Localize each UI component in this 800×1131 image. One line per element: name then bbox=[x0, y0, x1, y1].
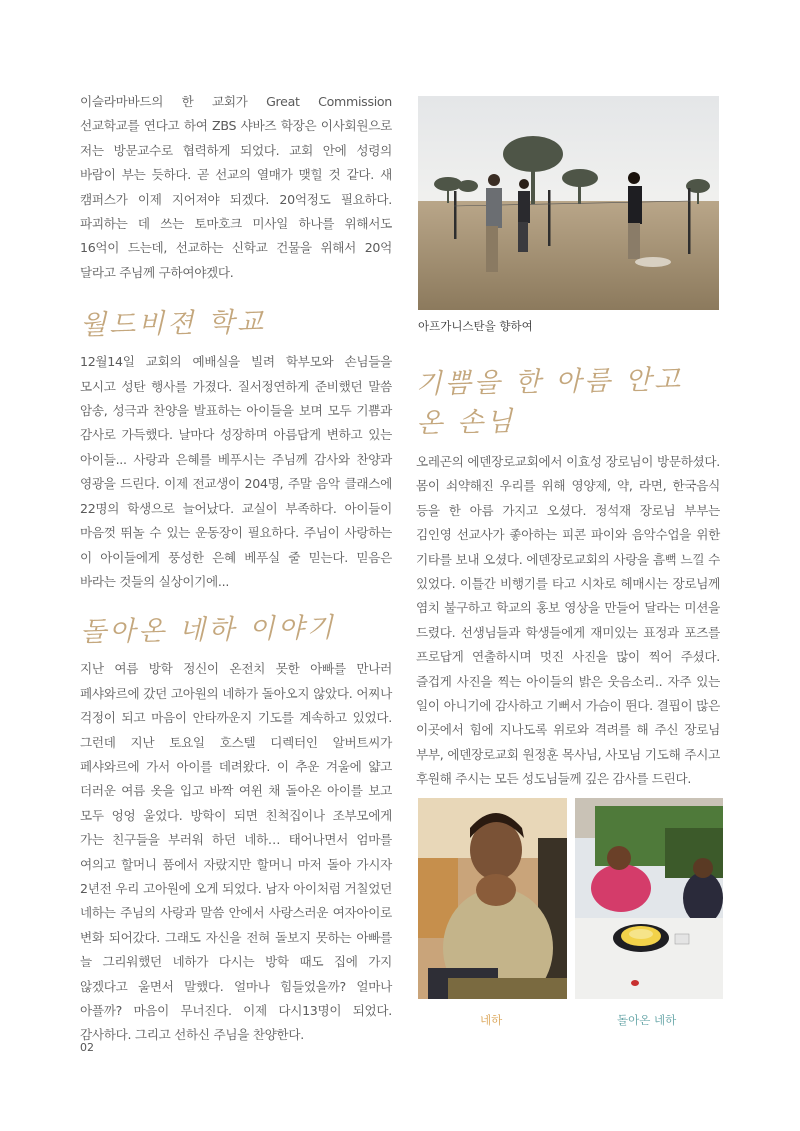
heading-guest-with-joy: 기쁨을 한 아름 안고 온 손님 bbox=[415, 364, 684, 439]
photo-caption-afghanistan: 아프가니스탄을 향하여 bbox=[418, 319, 533, 333]
paragraph-eden-church-visit: 오레곤의 에덴장로교회에서 이효성 장로님이 방문하셨다. 몸이 쇠약해진 우리를 위해 영양제, 약, 라면, 한국음식 등을 한 아름 가지고 오셨다. 정석재 장로님 부부는 김인영 선교사가 좋아하는 피콘 파이와 음악수업을 위한 기타를 보내 오셨다. 에덴장로교회의 사랑을 흠뻑 느낄 수 있었다. 이틀간 비행기를 타고 시차로 헤매시는 장로님께 염치 불구하고 학교의 홍보 영상을 만들어 달라는 미션을 드렸다. 선생님들과 학생들에게 재미있는 표정과 포즈를 프로답게 연출하시며 멋진 사진을 많이 찍어 주셨다. 즐겁게 사진을 찍는 아이들의 밝은 웃음소리.. 자주 있는 일이 아니기에 감사하고 기뻐서 가슴이 뛴다. 결핍이 많은 이곳에서 힘에 지나도록 위로와 격려를 해 주신 장로님 부부, 에덴장로교회 원정훈 목사님, 사모님 기도해 주시고 후원해 주시는 모든 성도님들께 깊은 감사를 드린다. bbox=[416, 454, 720, 787]
paragraph-christmas-event: 12월14일 교회의 예배실을 빌려 학부모와 손님들을 모시고 성탄 행사를 가졌다. 질서정연하게 준비했던 말씀 암송, 성극과 찬양을 발표하는 아이들을 보며 모두 기쁨과 감사로 가득했다. 날마다 성장하며 아름답게 변하고 있는 아이들... 사랑과 은혜를 베푸시는 주님께 감사와 찬양과 영광을 드린다. 이제 전교생이 204명, 주말 음악 클래스에 22명의 학생으로 늘어났다. 교실이 부족하다. 아이들이 마음껏 뛰놀 수 있는 운동장이 필요하다. 주님이 사랑하는 이 아이들에게 풍성한 은혜 베푸실 줄 믿는다. 믿음은 바라는 것들의 실상이기에... bbox=[80, 354, 392, 589]
heading-world-vision-school: 월드비젼 학교 bbox=[79, 307, 267, 342]
heading-neha-story: 돌아온 네하 이야기 bbox=[79, 612, 337, 649]
left-column bbox=[80, 90, 392, 1048]
photo-neha bbox=[418, 798, 567, 999]
page-number: 02 bbox=[80, 1041, 94, 1054]
photo-afghanistan-field bbox=[418, 96, 719, 310]
photo-returned-neha bbox=[575, 798, 723, 999]
caption-returned-neha: 돌아온 네하 bbox=[617, 1013, 677, 1027]
caption-neha: 네하 bbox=[480, 1013, 503, 1027]
right-column bbox=[416, 362, 720, 792]
paragraph-great-commission: 이슬라마바드의 한 교회가 Great Commission 선교학교를 연다고 하여 ZBS 샤바즈 학장은 이사회원으로 저는 방문교수로 협력하게 되었다. 교회 안에 성령의 바람이 부는 듯하다. 곧 선교의 열매가 맺힐 것 같다. 새 캠퍼스가 이제 지어져야 되겠다. 20억정도 필요하다. 파괴하는 데 쓰는 토마호크 미사일 하나를 위해서도 16억이 드는데, 선교하는 신학교 건물을 위해서 20억 달라고 주님께 구하여야겠다. bbox=[80, 94, 392, 280]
paragraph-neha-story: 지난 여름 방학 정신이 온전치 못한 아빠를 만나러 페샤와르에 갔던 고아원의 네하가 돌아오지 않았다. 어찌나 걱정이 되고 마음이 안타까운지 기도를 계속하고 있었다. 그런데 지난 토요일 호스텔 디렉터인 알버트씨가 페샤와르에 가서 아이를 데려왔다. 이 추운 겨울에 얇고 더러운 여름 옷을 입고 바짝 여윈 채 돌아온 아이를 보고 모두 엉엉 울었다. 방학이 되면 친척집이나 조부모에게 가는 친구들을 부러워 하던 네하… 태어나면서 엄마를 여의고 할머니 품에서 자랐지만 할머니 마저 돌아 가시자 2년전 우리 고아원에 오게 되었다. 남자 아이처럼 거칠었던 네하는 주님의 사랑과 말씀 안에서 사랑스러운 여자아이로 변화 되어갔다. 그래도 자신을 전혀 돌보지 못하는 아빠를 늘 그리워했던 네하가 다시는 방학 때도 집에 가지 않겠다고 울면서 말했다. 얼마나 힘들었을까? 얼마나 아플까? 마음이 무너진다. 이제 다시13명이 되었다. 감사하다. 그리고 선하신 주님을 찬양한다. bbox=[80, 661, 392, 1043]
